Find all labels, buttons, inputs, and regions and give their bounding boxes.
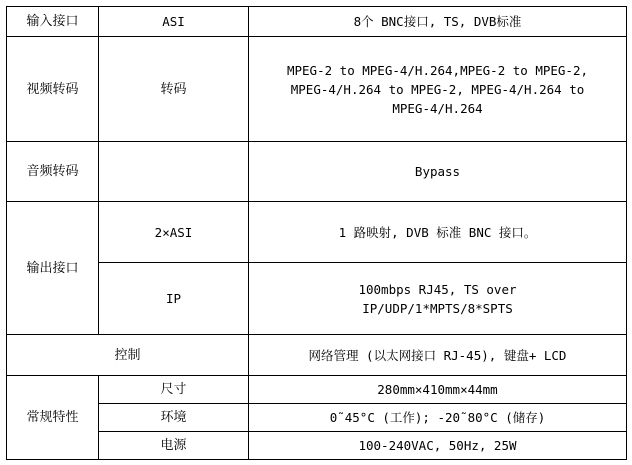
item-transcode: 转码: [99, 37, 249, 142]
transcode-line-3: MPEG-4/H.264: [392, 100, 483, 116]
row-audio-transcoding: [7, 142, 627, 202]
row-output-ip: [7, 263, 627, 335]
row-environment: [7, 404, 627, 432]
value-control: 网络管理 (以太网接口 RJ-45), 键盘+ LCD: [249, 335, 627, 376]
row-power: [7, 432, 627, 460]
value-size: 280mm×410mm×44mm: [249, 376, 627, 404]
item-power: 电源: [99, 432, 249, 460]
item-size: 尺寸: [99, 376, 249, 404]
category-control: 控制: [7, 335, 249, 376]
value-output-ip: [249, 263, 627, 335]
item-environment: 环境: [99, 404, 249, 432]
category-general-features: 常规特性: [7, 376, 99, 460]
transcode-line-2: MPEG-4/H.264 to MPEG-2, MPEG-4/H.264 to: [290, 81, 585, 97]
value-transcode: [249, 37, 627, 142]
item-2xasi: 2×ASI: [99, 202, 249, 263]
value-power: 100-240VAC, 50Hz, 25W: [249, 432, 627, 460]
value-input-asi: 8个 BNC接口, TS, DVB标准: [249, 7, 627, 37]
item-audio-empty: [99, 142, 249, 202]
category-audio-transcoding: 音频转码: [7, 142, 99, 202]
item-ip: IP: [99, 263, 249, 335]
category-input-interface: 输入接口: [7, 7, 99, 37]
category-output-interface: 输出接口: [7, 202, 99, 335]
category-video-transcoding: 视频转码: [7, 37, 99, 142]
ip-line-1: 100mbps RJ45, TS over: [358, 281, 517, 297]
row-control: [7, 335, 627, 376]
row-output-asi: [7, 202, 627, 263]
value-output-asi: 1 路映射, DVB 标准 BNC 接口。: [249, 202, 627, 263]
value-audio-bypass: Bypass: [249, 142, 627, 202]
value-environment: 0˜45°C (工作); -20˜80°C (储存): [249, 404, 627, 432]
transcode-line-1: MPEG-2 to MPEG-4/H.264,MPEG-2 to MPEG-2,: [286, 62, 589, 78]
row-input-interface: [7, 7, 627, 37]
row-size: [7, 376, 627, 404]
spec-table: [6, 6, 627, 460]
item-asi: ASI: [99, 7, 249, 37]
ip-line-2: IP/UDP/1*MPTS/8*SPTS: [362, 300, 513, 316]
row-video-transcoding: [7, 37, 627, 142]
